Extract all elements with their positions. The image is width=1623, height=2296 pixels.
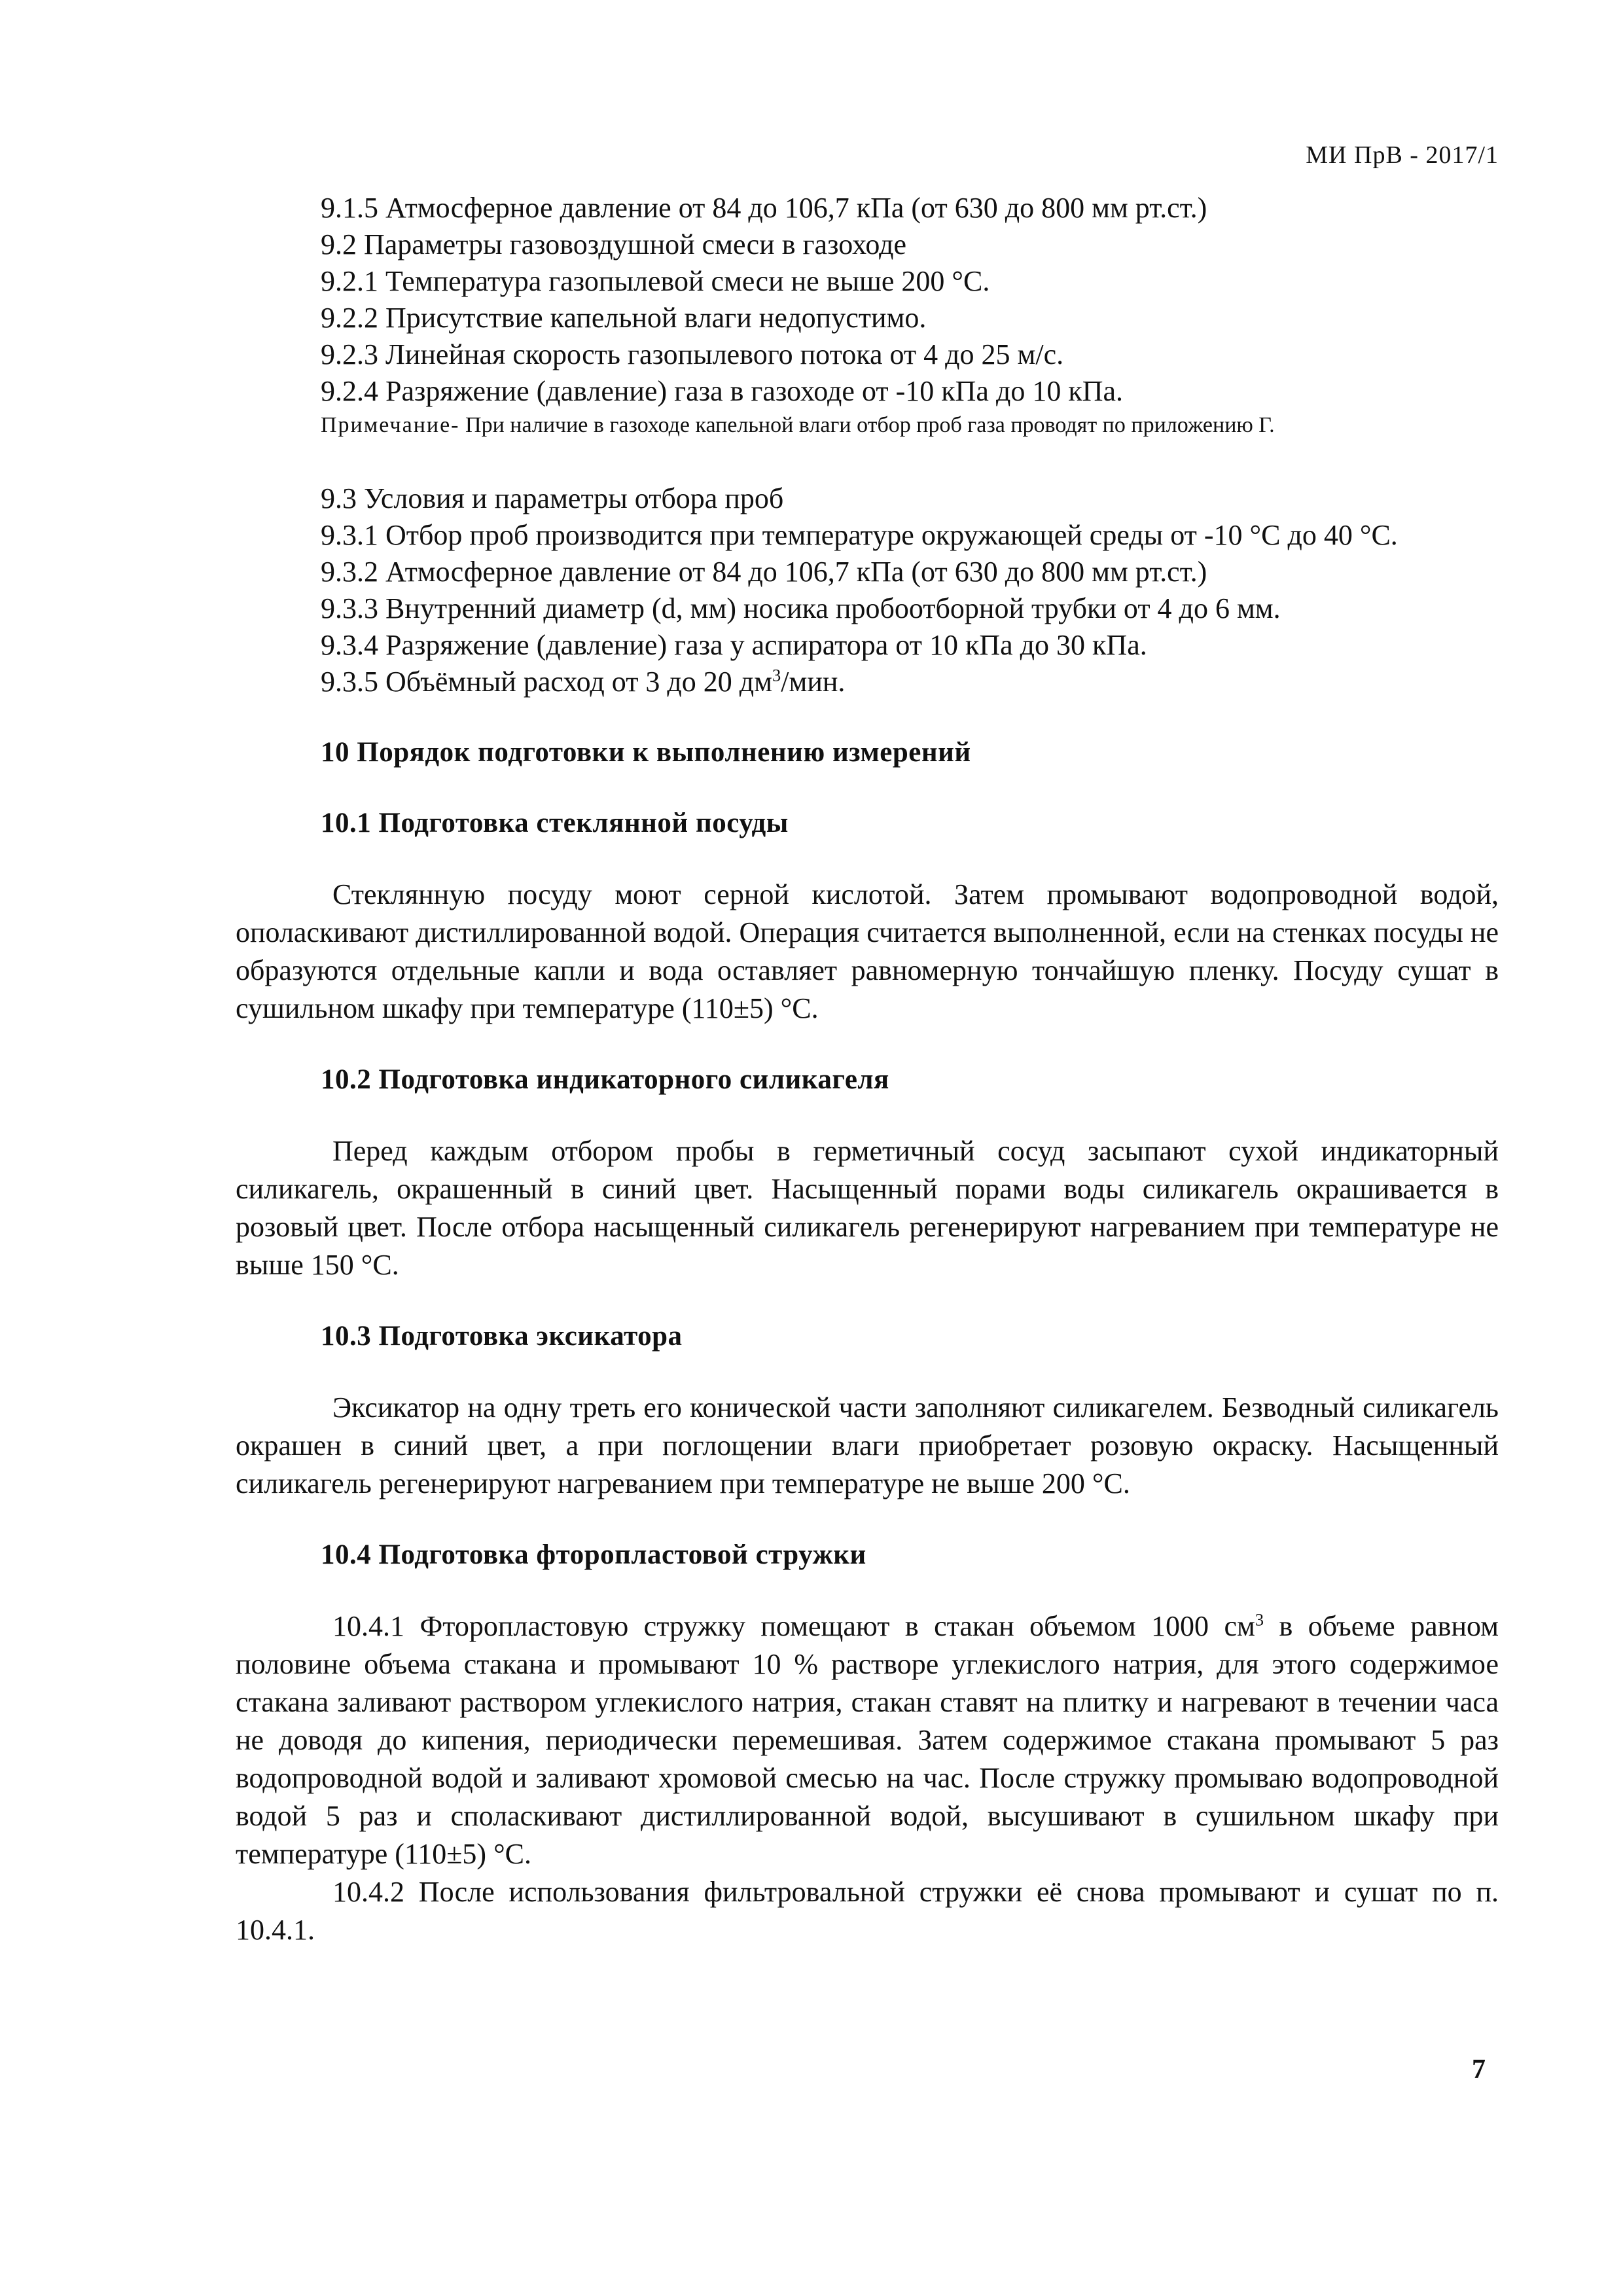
section-10-3-heading: 10.3 Подготовка эксикатора	[321, 1321, 683, 1352]
item-9-3-1: 9.3.1 Отбор проб производится при температуре окружающей среды от -10 °С до 40 °С.	[321, 519, 1398, 551]
page-number: 7	[1472, 2054, 1486, 2085]
item-9-2: 9.2 Параметры газовоздушной смеси в газоходе	[321, 228, 907, 260]
section-10-2-heading: 10.2 Подготовка индикаторного силикагеля	[321, 1064, 889, 1095]
note	[236, 410, 1499, 441]
item-9-2-2: 9.2.2 Присутствие капельной влаги недопустимо.	[321, 302, 927, 334]
item-9-3-5	[236, 664, 1499, 700]
section-10-4-heading: 10.4 Подготовка фторопластовой стружки	[321, 1539, 866, 1570]
section-10-1-heading: 10.1 Подготовка стеклянной посуды	[321, 808, 789, 838]
section-10-4-1-post: в объеме равном половине объема стакана и промывают 10 % растворе углекислого натрия, для этого содержимое стакана заливают раствором углекислого натрия, стакан ставят на плитку и нагревают в течении часа не доводя до кипения, периодически перемешивая. Затем содержимое стакана промывают 5 раз водопроводной водой и заливают хромовой смесью на час. После стружку промываю водопроводной водой 5 раз и споласкивают дистиллированной водой, высушивают в сушильном шкафу при температуре (110±5) °С.	[236, 1610, 1499, 1870]
section-10-2-text: Перед каждым отбором пробы в герметичный сосуд засыпают сухой индикаторный силикагель, окрашенный в синий цвет. Насыщенный порами воды силикагель окрашивается в розовый цвет. После отбора насыщенный силикагель регенерируют нагреванием при температуре не выше 150 °С.	[236, 1135, 1499, 1281]
item-9-3: 9.3 Условия и параметры отбора проб	[321, 482, 784, 514]
section-10-1-text: Стеклянную посуду моют серной кислотой. Затем промывают водопроводной водой, ополаскивают дистиллированной водой. Операция считается выполненной, если на стенках посуды не образуются отдельные капли и вода оставляет равномерную тончайшую пленку. Посуду сушат в сушильном шкафу при температуре (110±5) °С.	[236, 878, 1499, 1024]
item-9-1-5: 9.1.5 Атмосферное давление от 84 до 106,7 кПа (от 630 до 800 мм рт.ст.)	[321, 192, 1207, 224]
item-9-3-5-unit: /мин.	[781, 666, 846, 698]
item-9-3-3: 9.3.3 Внутренний диаметр (d, мм) носика пробоотборной трубки от 4 до 6 мм.	[321, 592, 1281, 624]
section-10-4-1-pre: 10.4.1 Фторопластовую стружку помещают в стакан объемом 1000 см	[332, 1610, 1255, 1642]
section-10-4-1-text	[236, 1607, 1499, 1873]
note-label: Примечание-	[321, 413, 460, 437]
note-text: При наличие в газоходе капельной влаги отбор проб газа проводят по приложению Г.	[459, 413, 1275, 437]
item-9-3-2: 9.3.2 Атмосферное давление от 84 до 106,7 кПа (от 630 до 800 мм рт.ст.)	[321, 556, 1207, 588]
section-10-heading: 10 Порядок подготовки к выполнению измерений	[321, 737, 971, 768]
item-9-2-1: 9.2.1 Температура газопылевой смеси не выше 200 °С.	[321, 265, 990, 297]
section-10-3-text: Эксикатор на одну треть его конической части заполняют силикагелем. Безводный силикагель окрашен в синий цвет, а при поглощении влаги приобретает розовую окраску. Насыщенный силикагель регенерируют нагреванием при температуре не выше 200 °С.	[236, 1391, 1499, 1499]
document-code: МИ ПрВ - 2017/1	[1306, 141, 1499, 169]
page-content	[236, 190, 1499, 1949]
item-9-2-4: 9.2.4 Разряжение (давление) газа в газоходе от -10 кПа до 10 кПа.	[321, 375, 1124, 407]
item-9-3-5-text: 9.3.5 Объёмный расход от 3 до 20 дм	[321, 666, 773, 698]
item-9-2-3: 9.2.3 Линейная скорость газопылевого потока от 4 до 25 м/с.	[321, 338, 1064, 370]
section-10-4-2-text: 10.4.2 После использования фильтровальной стружки её снова промывают и сушат по п. 10.4.1.	[236, 1876, 1499, 1946]
superscript: 3	[1255, 1609, 1264, 1630]
item-9-3-4: 9.3.4 Разряжение (давление) газа у аспиратора от 10 кПа до 30 кПа.	[321, 629, 1147, 661]
superscript: 3	[772, 665, 781, 685]
